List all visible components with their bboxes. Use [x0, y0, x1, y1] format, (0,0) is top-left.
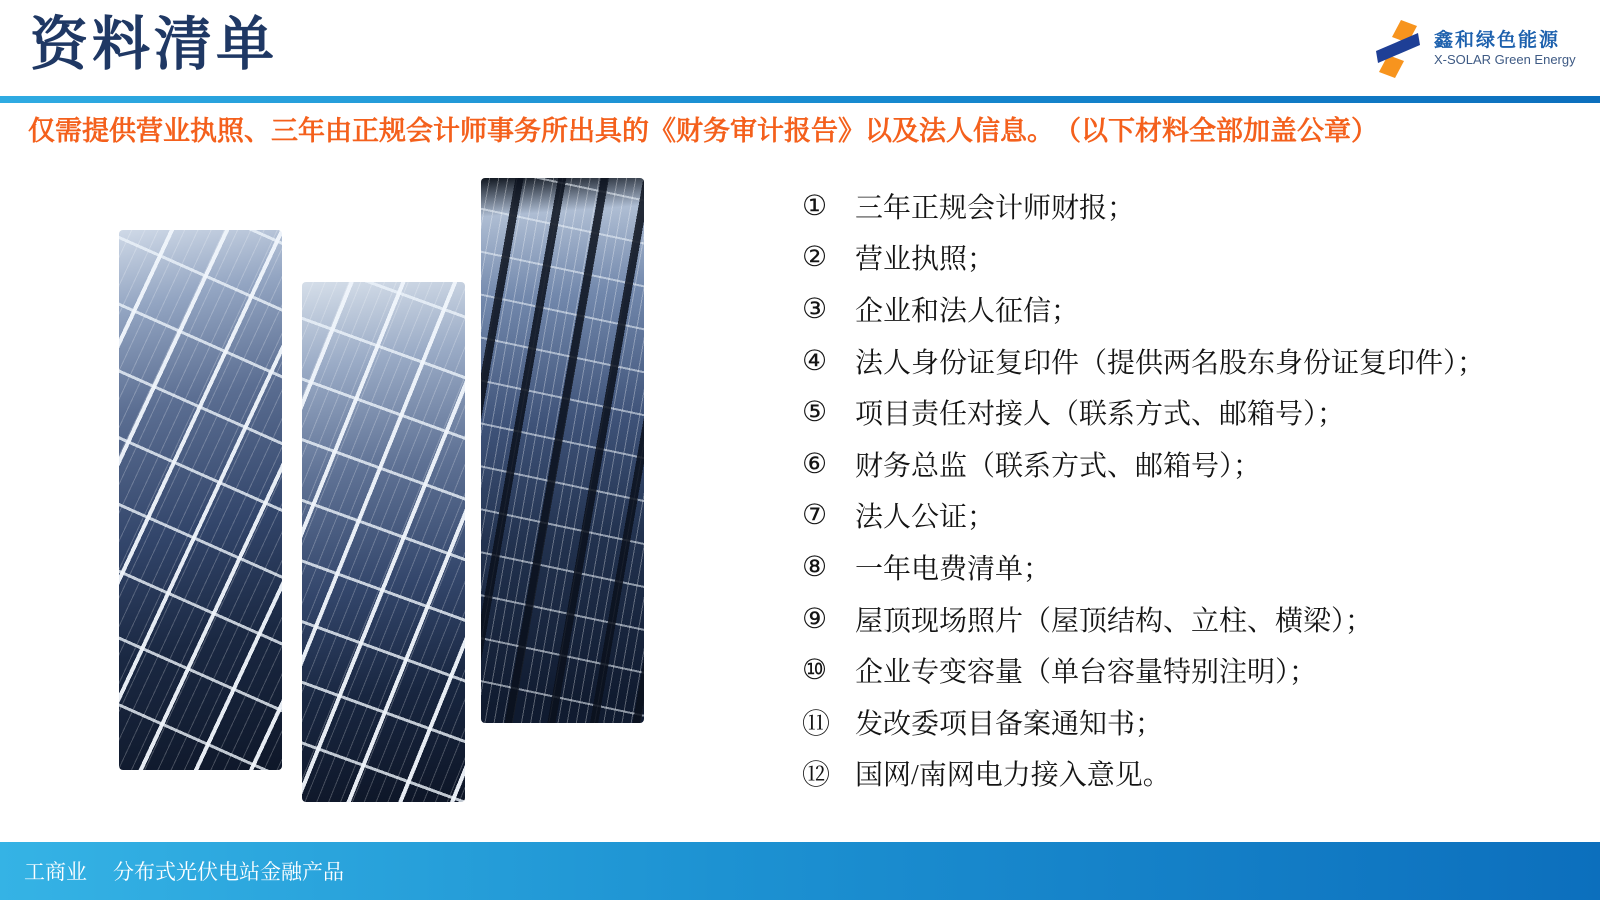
footer-product-name: 分布式光伏电站金融产品: [113, 861, 344, 884]
footer-bar: [0, 842, 1600, 900]
item-number: ④: [802, 345, 828, 377]
page-title: 资料清单: [30, 12, 279, 77]
x-solar-logo-icon: [1374, 20, 1422, 78]
list-item: [802, 386, 1562, 438]
item-number: ⑨: [802, 603, 828, 635]
requirements-subtitle: 仅需提供营业执照、三年由正规会计师事务所出具的《财务审计报告》以及法人信息。 （以下材料全部加盖公章）: [28, 116, 1378, 146]
logo-name-en: X-SOLAR Green Energy: [1434, 52, 1576, 68]
list-item: [802, 541, 1562, 593]
list-item: [802, 438, 1562, 490]
logo-name-cn: 鑫和绿色能源: [1434, 29, 1561, 51]
list-item: [802, 335, 1562, 387]
solar-panel-photo-right: [481, 178, 644, 723]
item-text: 一年电费清单；: [855, 553, 1052, 585]
company-logo: [1374, 20, 1576, 78]
item-number: ⑧: [802, 551, 828, 583]
item-number: ③: [802, 293, 828, 325]
item-number: ⑦: [802, 500, 828, 532]
list-item: [802, 748, 1562, 800]
header-divider: [0, 96, 1600, 103]
list-item: [802, 490, 1562, 542]
footer-category: 工商业: [24, 861, 87, 884]
list-item: [802, 696, 1562, 748]
document-checklist: [802, 180, 1562, 799]
item-text: 项目责任对接人（联系方式、邮箱号）；: [855, 399, 1346, 431]
item-number: ⑫: [802, 760, 831, 792]
solar-panel-photo-middle: [302, 282, 465, 802]
solar-panel-photo-left: [119, 230, 282, 770]
item-text: 营业执照；: [855, 244, 996, 276]
item-text: 国网/南网电力接入意见。: [855, 760, 1171, 792]
list-item: [802, 232, 1562, 284]
item-text: 屋顶现场照片（屋顶结构、立柱、横梁）；: [855, 605, 1374, 637]
item-number: ②: [802, 242, 828, 274]
item-text: 财务总监（联系方式、邮箱号）；: [855, 450, 1262, 482]
item-number: ⑤: [802, 397, 828, 429]
logo-text: [1434, 29, 1576, 70]
item-text: 发改委项目备案通知书；: [855, 708, 1164, 740]
list-item: [802, 644, 1562, 696]
item-text: 企业专变容量（单台容量特别注明）；: [855, 657, 1318, 689]
item-text: 法人身份证复印件（提供两名股东身份证复印件）；: [855, 347, 1486, 379]
item-number: ①: [802, 190, 828, 222]
list-item: [802, 283, 1562, 335]
list-item: [802, 593, 1562, 645]
item-number: ⑥: [802, 448, 828, 480]
list-item: [802, 180, 1562, 232]
item-text: 企业和法人征信；: [855, 295, 1080, 327]
item-number: ⑩: [802, 655, 828, 687]
item-text: 法人公证；: [855, 502, 996, 534]
item-text: 三年正规会计师财报；: [855, 192, 1136, 224]
item-number: ⑪: [802, 708, 831, 740]
